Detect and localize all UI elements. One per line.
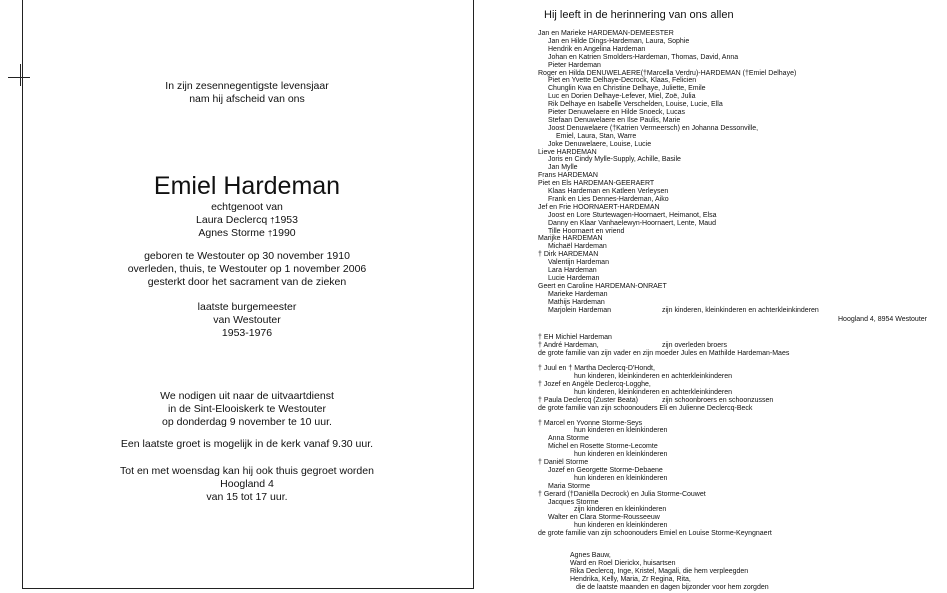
family-line xyxy=(548,212,716,220)
relative-line xyxy=(538,334,612,342)
family-line-text: Valentijn Hardeman xyxy=(548,259,609,267)
family-line-text: Michaël Hardeman xyxy=(548,243,607,251)
family-line-text: Joost en Lore Sturtewagen-Hoornaert, Heimanot, Elsa xyxy=(548,211,717,219)
family-line-aside: zijn kinderen, kleinkinderen en achterkleinkinderen xyxy=(662,306,819,314)
family-line xyxy=(548,220,716,228)
family-line-text: Pieter Denuwelaere en Hilde Snoeck, Lucas xyxy=(548,109,685,116)
crop-mark-vertical xyxy=(20,64,21,86)
family-line xyxy=(548,77,696,85)
family-line-text: Joke Denuwelaere, Louise, Lucie xyxy=(548,140,652,148)
relative-line xyxy=(538,420,642,428)
family-line-text: Frank en Lies Dennes-Hardeman, Aiko xyxy=(548,195,669,203)
last-greeting: Een laatste groet is mogelijk in de kerk vanaf 9.30 uur. xyxy=(120,438,374,450)
spouse-line xyxy=(22,227,472,240)
family-line xyxy=(548,228,624,236)
cross-icon: † xyxy=(267,229,273,238)
life-dates xyxy=(22,250,472,289)
family-line-text: Roger en Hilda DENUWELAERE(†Marcella Verdru)-HARDEMAN (†Emiel Delhaye) xyxy=(538,69,797,77)
family-line xyxy=(548,259,609,267)
service-line: We nodigen uit naar de uitvaartdienst xyxy=(160,390,334,402)
family-listing xyxy=(476,0,947,593)
relative-line-text: † Jozef en Angèle Declercq-Logghe, xyxy=(538,380,651,388)
intro-text xyxy=(22,80,472,106)
family-line xyxy=(548,188,668,196)
intro-line: nam hij afscheid van ons xyxy=(189,93,305,105)
service-line: in de Sint-Elooiskerk te Westouter xyxy=(168,403,326,415)
family-line-text: Jan Mylle xyxy=(548,164,578,172)
relative-line-text: hun kinderen, kleinkinderen en achterkleinkinderen xyxy=(574,388,732,396)
family-line-text: Tille Hoornaert en vriend xyxy=(548,227,625,235)
spouse-name: Laura Declercq xyxy=(196,214,268,226)
family-line xyxy=(538,204,660,212)
family-line xyxy=(548,164,578,172)
family-line-text: Geert en Caroline HARDEMAN-ONRAET xyxy=(538,282,667,290)
thanks-line: Ward en Roel Dierickx, huisartsen xyxy=(570,559,676,567)
family-line-text: Piet en Els HARDEMAN-GEERAERT xyxy=(538,180,655,188)
relative-line-text: hun kinderen en kleinkinderen xyxy=(574,451,668,459)
relative-line xyxy=(538,342,599,350)
relative-line xyxy=(574,373,732,381)
spouse-name: Agnes Storme xyxy=(198,227,265,239)
relative-line-text: hun kinderen, kleinkinderen en achterkleinkinderen xyxy=(574,373,732,380)
family-line xyxy=(548,307,611,315)
family-line xyxy=(538,283,667,291)
family-line-text: Danny en Klaar Vanhaelewyn-Hoornaert, Lente, Maud xyxy=(548,219,716,227)
spouse-block xyxy=(22,201,472,240)
remembrance-heading: Hij leeft in de herinnering van ons allen xyxy=(544,9,734,21)
relative-line-aside: zijn schoonbroers en schoonzussen xyxy=(662,396,774,404)
family-line xyxy=(538,30,674,38)
right-card-panel xyxy=(476,0,947,593)
family-line xyxy=(548,299,605,307)
relative-line-text: hun kinderen en kleinkinderen xyxy=(574,474,668,482)
relative-line-text: hun kinderen en kleinkinderen xyxy=(574,522,668,530)
family-line-text: Lara Hardeman xyxy=(548,267,597,274)
family-line-text: Lieve HARDEMAN xyxy=(538,148,597,156)
family-line xyxy=(548,117,680,125)
relative-line xyxy=(538,365,655,373)
relative-line-text: Jacques Storme xyxy=(548,498,599,506)
family-line-text: Frans HARDEMAN xyxy=(538,172,598,180)
relative-line-text: † André Hardeman, xyxy=(538,342,599,350)
relative-line-text: † Paula Declercq (Zuster Beata) xyxy=(538,396,638,404)
sacrament-line: gesterkt door het sacrament van de zieken xyxy=(147,276,347,288)
cross-icon: † xyxy=(270,216,275,225)
relative-line xyxy=(538,530,772,538)
family-line-text: Mathijs Hardeman xyxy=(548,298,605,306)
relative-line xyxy=(538,405,752,413)
family-line-text: Jan en Marieke HARDEMAN-DEMEESTER xyxy=(538,30,674,37)
family-line xyxy=(556,133,636,141)
family-line xyxy=(538,70,796,78)
relative-line-text: Walter en Clara Storme-Rousseeuw xyxy=(548,514,660,522)
family-line-text: Johan en Katrien Smolders-Hardeman, Thomas, David, Anna xyxy=(548,53,739,61)
family-line-text: Marieke Hardeman xyxy=(548,290,608,298)
relative-line-aside: zijn overleden broers xyxy=(662,342,727,350)
relative-line-text: † Gerard (†Daniëlla Decrock) en Julia Storme-Couwet xyxy=(538,490,706,498)
relative-line xyxy=(538,459,588,467)
relative-line-text: Maria Storme xyxy=(548,482,591,490)
family-line-text: Jan en Hilde Dings-Hardeman, Laura, Sophie xyxy=(548,37,690,45)
spouse-line xyxy=(22,214,472,227)
thanks-line: die de laatste maanden en dagen bijzonder voor hem zorgden xyxy=(576,583,769,591)
family-line-text: † Dirk HARDEMAN xyxy=(538,251,599,259)
home-visit xyxy=(22,465,472,504)
relative-line xyxy=(548,514,660,522)
spouse-year: 1953 xyxy=(274,214,298,226)
family-line xyxy=(548,275,599,283)
relative-line-text: Michel en Rosette Storme-Lecomte xyxy=(548,443,658,451)
home-address: Hoogland 4, 8954 Westouter xyxy=(838,316,927,324)
spouse-intro: echtgenoot van xyxy=(211,201,283,213)
family-line-text: Emiel, Laura, Stan, Warre xyxy=(556,132,637,140)
family-line xyxy=(548,196,669,204)
deceased-name: Emiel Hardeman xyxy=(153,172,341,200)
relative-line-text: de grote familie van zijn vader en zijn moeder Jules en Mathilde Hardeman-Maes xyxy=(538,350,790,358)
intro-line: In zijn zesennegentigste levensjaar xyxy=(165,80,329,92)
family-line-text: Klaas Hardeman en Katleen Verleysen xyxy=(548,188,669,195)
family-line-text: Rik Delhaye en Isabelle Verschelden, Louise, Lucie, Ella xyxy=(548,101,723,109)
death-line: overleden, thuis, te Westouter op 1 november 2006 xyxy=(127,263,367,275)
family-line xyxy=(548,291,608,299)
relative-line xyxy=(548,443,658,451)
visit-line: Hoogland 4 xyxy=(220,478,274,490)
relative-line-text: hun kinderen en kleinkinderen xyxy=(574,427,668,435)
relative-line xyxy=(538,397,638,405)
relative-line xyxy=(538,491,706,499)
family-line-text: Lucie Hardeman xyxy=(548,274,600,282)
visit-line: van 15 tot 17 uur. xyxy=(206,491,288,503)
relative-line-text: † Daniël Storme xyxy=(538,459,589,466)
family-line-text: Luc en Dorien Delhaye-Lefever, Miel, Zoë, Julia xyxy=(548,93,696,101)
mayor-block xyxy=(22,301,472,340)
family-line xyxy=(548,109,685,117)
relative-line xyxy=(574,475,667,483)
relative-line xyxy=(574,522,667,530)
family-line-text: Joris en Cindy Mylle-Supply, Achille, Basile xyxy=(548,156,681,164)
family-line-text: Pieter Hardeman xyxy=(548,61,601,69)
family-line xyxy=(548,62,601,70)
family-line xyxy=(548,243,607,251)
family-line xyxy=(548,93,695,101)
relative-line-text: zijn kinderen en kleinkinderen xyxy=(574,506,667,514)
relative-line xyxy=(574,427,667,435)
relative-line xyxy=(548,467,663,475)
family-line xyxy=(538,180,654,188)
family-line xyxy=(548,125,758,133)
relative-line-text: Jozef en Georgette Storme-Debaene xyxy=(548,466,663,474)
relative-line-text: † Juul en † Martha Declercq-D'Hondt, xyxy=(538,365,655,373)
relative-line xyxy=(538,350,789,358)
family-line xyxy=(538,149,597,157)
family-line xyxy=(538,235,603,243)
family-line-text: Piet en Yvette Delhaye-Decrock, Klaas, Felicien xyxy=(548,77,697,85)
family-line xyxy=(548,46,645,54)
relative-line-text: † Marcel en Yvonne Storme-Seys xyxy=(538,419,643,427)
relative-line xyxy=(548,499,599,507)
mayor-line: 1953-1976 xyxy=(221,327,273,339)
family-line-text: Jef en Frie HOORNAERT-HARDEMAN xyxy=(538,203,660,211)
thanks-line: Agnes Bauw, xyxy=(570,552,611,559)
birth-line: geboren te Westouter op 30 november 1910 xyxy=(144,250,350,262)
relative-line xyxy=(538,381,651,389)
family-line xyxy=(548,156,681,164)
family-line xyxy=(548,38,689,46)
family-line-text: Marijke HARDEMAN xyxy=(538,235,603,243)
family-line xyxy=(548,85,706,93)
relative-line-text: de grote familie van zijn schoonouders Eli en Julienne Declercq-Beck xyxy=(538,404,753,412)
spouse-year: 1990 xyxy=(272,227,296,239)
relative-line-text: Anna Storme xyxy=(548,435,589,443)
mayor-line: laatste burgemeester xyxy=(197,301,297,313)
funeral-service xyxy=(22,390,472,429)
crop-mark-horizontal xyxy=(8,77,30,78)
family-line xyxy=(548,101,723,109)
family-line xyxy=(548,54,738,62)
relative-line xyxy=(574,451,667,459)
family-line-text: Hendrik en Angelina Hardeman xyxy=(548,45,646,53)
visit-line: Tot en met woensdag kan hij ook thuis gegroet worden xyxy=(120,465,374,477)
thanks-line: Rika Declercq, Inge, Kristel, Magali, die hem verpleegden xyxy=(570,567,749,575)
relative-line-text: de grote familie van zijn schoonouders Emiel en Louise Storme-Keyngnaert xyxy=(538,530,772,538)
family-line xyxy=(548,141,651,149)
family-line xyxy=(538,251,598,259)
relative-line xyxy=(548,435,589,443)
service-line: op donderdag 9 november te 10 uur. xyxy=(162,416,332,428)
family-line-text: Joost Denuwelaere (†Katrien Vermeersch) en Johanna Dessonville, xyxy=(548,124,759,132)
family-line-text: Chunglin Kwa en Christine Delhaye, Juliette, Emile xyxy=(548,85,706,93)
family-line-text: Marjolein Hardeman xyxy=(548,306,612,314)
relative-line xyxy=(548,483,590,491)
relative-line xyxy=(574,506,666,514)
family-line xyxy=(538,172,598,180)
thanks-line: Hendrika, Kelly, Maria, Zr Regina, Rita, xyxy=(570,575,691,583)
family-line xyxy=(548,267,597,275)
relative-line-text: † EH Michiel Hardeman xyxy=(538,334,612,342)
mayor-line: van Westouter xyxy=(213,314,281,326)
relative-line xyxy=(574,389,732,397)
family-line-text: Stefaan Denuwelaere en Ilse Paulis, Marie xyxy=(548,116,681,124)
